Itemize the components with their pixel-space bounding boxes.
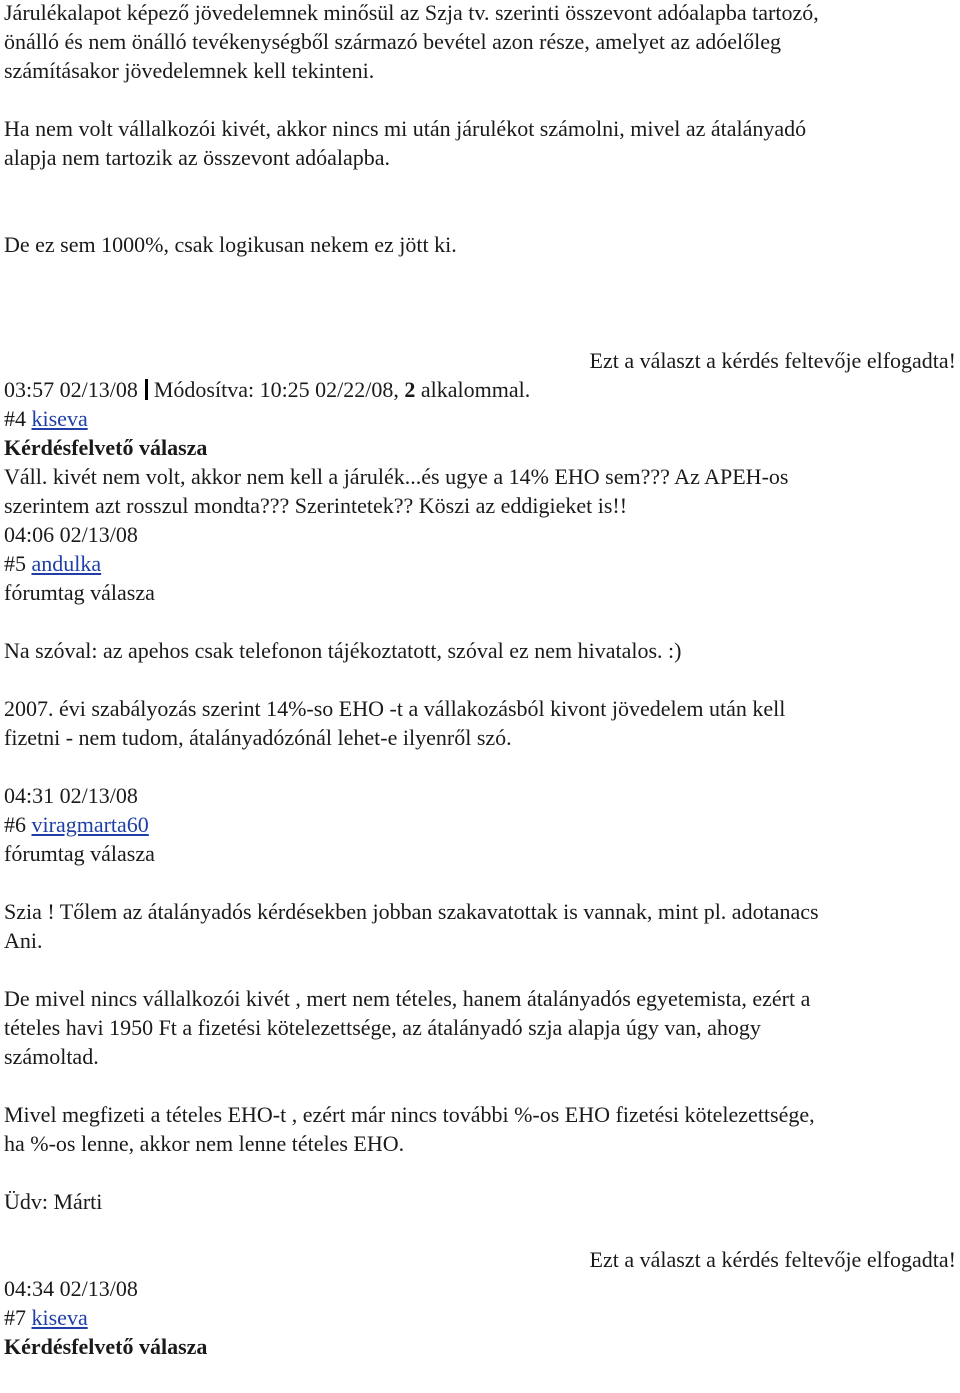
post-body-line: számoltad. bbox=[4, 1044, 99, 1069]
post-role: fórumtag válasza bbox=[4, 580, 155, 605]
post-body-line: Szia ! Tőlem az átalányadós kérdésekben jobban szakavatottak is vannak, mint pl. adotanacs bbox=[4, 899, 819, 924]
post-body-line: De mivel nincs vállalkozói kivét , mert nem tételes, hanem átalányadós egyetemista, ezért a bbox=[4, 986, 811, 1011]
post-timestamp: 04:34 02/13/08 bbox=[4, 1276, 138, 1301]
forum-post-6 bbox=[4, 810, 956, 1303]
post-body-line: Mivel megfizeti a tételes EHO-t , ezért már nincs további %-os EHO fizetési kötelezettsége, bbox=[4, 1102, 815, 1127]
modified-suffix: alkalommal. bbox=[420, 377, 531, 402]
user-link[interactable]: andulka bbox=[31, 551, 102, 576]
post-header bbox=[4, 810, 956, 839]
post-header bbox=[4, 1303, 956, 1332]
answer-text-line: számításakor jövedelemnek kell tekinteni. bbox=[4, 58, 375, 83]
post-body-line: Váll. kivét nem volt, akkor nem kell a járulék...és ugye a 14% EHO sem??? Az APEH-os bbox=[4, 464, 789, 489]
post-timestamp: 03:57 02/13/08 bbox=[4, 377, 138, 402]
accepted-answer-note: Ezt a választ a kérdés feltevője elfogadta! bbox=[589, 348, 956, 373]
forum-post-4 bbox=[4, 404, 956, 549]
forum-post-5 bbox=[4, 549, 956, 810]
post-header bbox=[4, 549, 956, 578]
modified-count: 2 bbox=[404, 377, 416, 402]
accepted-answer-note: Ezt a választ a kérdés feltevője elfogadta! bbox=[589, 1247, 956, 1272]
post-timestamp: 04:06 02/13/08 bbox=[4, 522, 138, 547]
answer-text-line: önálló és nem önálló tevékenységből származó bevétel azon része, amelyet az adóelőleg bbox=[4, 29, 781, 54]
post-number: #6 bbox=[4, 812, 26, 837]
post-body-line: tételes havi 1950 Ft a fizetési kötelezettsége, az átalányadó szja alapja úgy van, ahogy bbox=[4, 1015, 761, 1040]
post-body-line: fizetni - nem tudom, átalányadózónál lehet-e ilyenről szó. bbox=[4, 725, 512, 750]
post-meta bbox=[4, 375, 956, 404]
post-body-line: Na szóval: az apehos csak telefonon tájékoztatott, szóval ez nem hivatalos. :) bbox=[4, 638, 682, 663]
answer-text-line: alapja nem tartozik az összevont adóalapba. bbox=[4, 145, 391, 170]
post-role: fórumtag válasza bbox=[4, 841, 155, 866]
user-link[interactable]: viragmarta60 bbox=[31, 812, 149, 837]
user-link[interactable]: kiseva bbox=[31, 406, 88, 431]
answer-text-line: De ez sem 1000%, csak logikusan nekem ez jött ki. bbox=[4, 232, 457, 257]
post-role: Kérdésfelvető válasza bbox=[4, 435, 208, 460]
forum-page bbox=[4, 0, 956, 1361]
previous-answer bbox=[4, 0, 956, 404]
modified-label: Módosítva: 10:25 02/22/08, bbox=[153, 377, 399, 402]
answer-text-line: Járulékalapot képező jövedelemnek minősül az Szja tv. szerinti összevont adóalapba tartozó, bbox=[4, 0, 819, 25]
forum-post-7 bbox=[4, 1303, 956, 1361]
post-body-line: szerintem azt rosszul mondta??? Szerintetek?? Köszi az eddigieket is!! bbox=[4, 493, 628, 518]
post-number: #4 bbox=[4, 406, 26, 431]
post-header bbox=[4, 404, 956, 433]
post-signature: Üdv: Márti bbox=[4, 1189, 103, 1214]
separator-bar bbox=[145, 379, 148, 400]
post-body-line: Ani. bbox=[4, 928, 43, 953]
answer-text-line: Ha nem volt vállalkozói kivét, akkor nincs mi után járulékot számolni, mivel az átalányadó bbox=[4, 116, 807, 141]
post-body-line: ha %-os lenne, akkor nem lenne tételes EHO. bbox=[4, 1131, 405, 1156]
user-link[interactable]: kiseva bbox=[31, 1305, 88, 1330]
post-number: #7 bbox=[4, 1305, 26, 1330]
post-role: Kérdésfelvető válasza bbox=[4, 1334, 208, 1359]
post-number: #5 bbox=[4, 551, 26, 576]
post-body-line: 2007. évi szabályozás szerint 14%-so EHO -t a vállakozásból kivont jövedelem után kell bbox=[4, 696, 786, 721]
post-timestamp: 04:31 02/13/08 bbox=[4, 783, 138, 808]
